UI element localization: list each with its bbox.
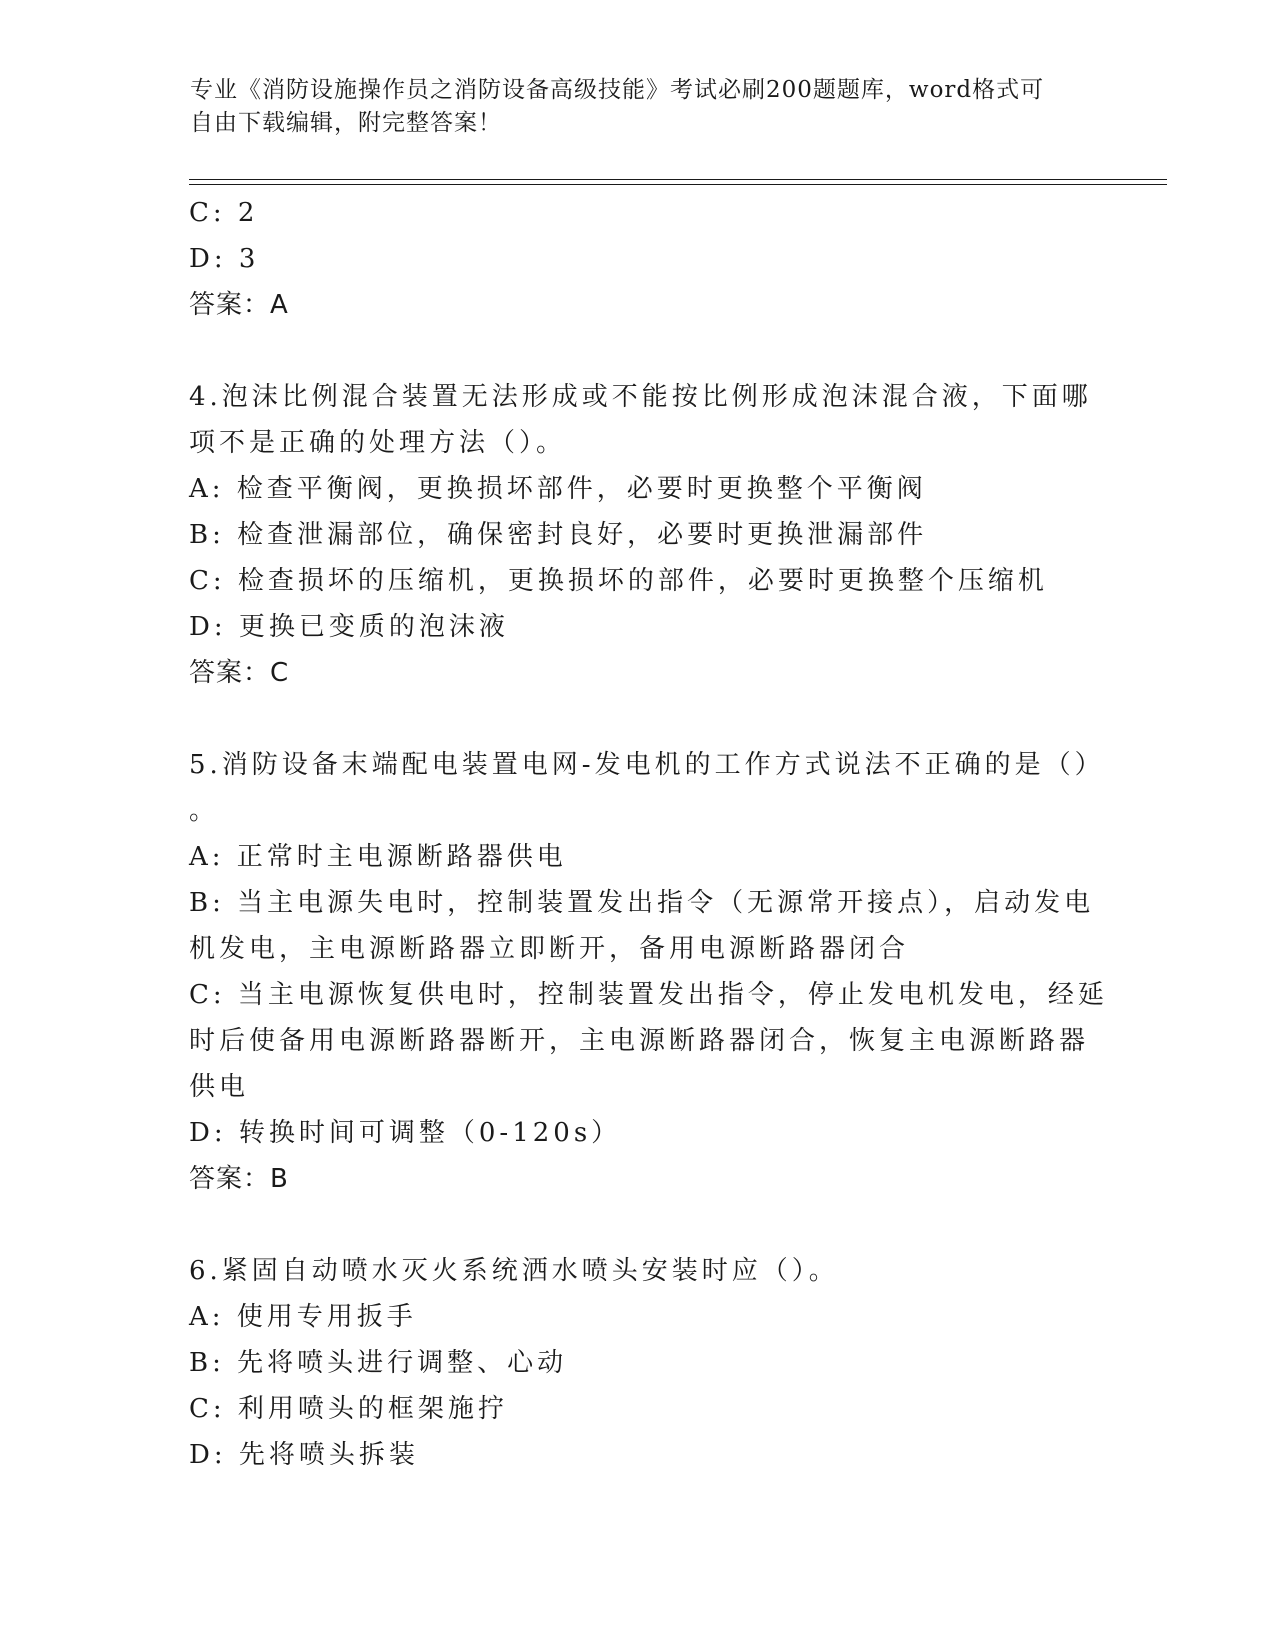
question-3-tail xyxy=(189,190,1089,328)
q4-option-c: C: 检查损坏的压缩机，更换损坏的部件，必要时更换整个压缩机 xyxy=(189,566,1048,596)
spacer xyxy=(189,328,1089,374)
q6-option-c: C: 利用喷头的框架施拧 xyxy=(189,1394,508,1424)
document-header xyxy=(190,74,1090,140)
q5-option-d: D: 转换时间可调整（0-120s） xyxy=(189,1118,622,1148)
question-6 xyxy=(189,1248,1089,1478)
q4-answer: 答案：C xyxy=(189,658,290,688)
header-divider-bottom xyxy=(189,184,1167,185)
q4-option-b: B: 检查泄漏部位，确保密封良好，必要时更换泄漏部件 xyxy=(189,520,928,550)
q4-stem-line-1: 4.泡沫比例混合装置无法形成或不能按比例形成泡沫混合液，下面哪 xyxy=(189,382,1092,412)
q6-option-a: A: 使用专用扳手 xyxy=(189,1302,417,1332)
header-divider-top xyxy=(189,179,1167,180)
header-title-line-1: 专业《消防设施操作员之消防设备高级技能》考试必刷200题题库，word格式可 xyxy=(190,77,1045,103)
q3-option-c: C: 2 xyxy=(189,198,259,228)
q5-option-b-line-2: 机发电，主电源断路器立即断开，备用电源断路器闭合 xyxy=(189,934,910,964)
q5-answer: 答案：B xyxy=(189,1164,289,1194)
q6-option-b: B: 先将喷头进行调整、心动 xyxy=(189,1348,568,1378)
q4-stem-line-2: 项不是正确的处理方法（）。 xyxy=(189,428,567,458)
question-4 xyxy=(189,374,1092,696)
q4-option-a: A: 检查平衡阀，更换损坏部件，必要时更换整个平衡阀 xyxy=(189,474,927,504)
q5-stem-line-1: 5.消防设备末端配电装置电网-发电机的工作方式说法不正确的是（） xyxy=(189,750,1105,780)
q5-option-c-line-1: C: 当主电源恢复供电时，控制装置发出指令，停止发电机发电，经延 xyxy=(189,980,1108,1010)
q5-option-c-line-2: 时后使备用电源断路器断开，主电源断路器闭合，恢复主电源断路器 xyxy=(189,1026,1090,1056)
q5-option-a: A: 正常时主电源断路器供电 xyxy=(189,842,567,872)
question-list xyxy=(189,190,1108,1478)
header-title-line-2: 自由下载编辑，附完整答案！ xyxy=(190,110,502,136)
q4-option-d: D: 更换已变质的泡沫液 xyxy=(189,612,509,642)
spacer xyxy=(189,1202,1089,1248)
q3-answer: 答案：A xyxy=(189,290,289,320)
spacer xyxy=(189,696,1089,742)
q5-option-c-line-3: 供电 xyxy=(189,1072,250,1102)
q3-option-d: D: 3 xyxy=(189,244,260,274)
q6-stem-line-1: 6.紧固自动喷水灭火系统洒水喷头安装时应（）。 xyxy=(189,1256,839,1286)
question-5 xyxy=(189,742,1108,1202)
q5-option-b-line-1: B: 当主电源失电时，控制装置发出指令（无源常开接点），启动发电 xyxy=(189,888,1095,918)
q6-option-d: D: 先将喷头拆装 xyxy=(189,1440,419,1470)
q5-stem-line-2: 。 xyxy=(189,796,220,826)
